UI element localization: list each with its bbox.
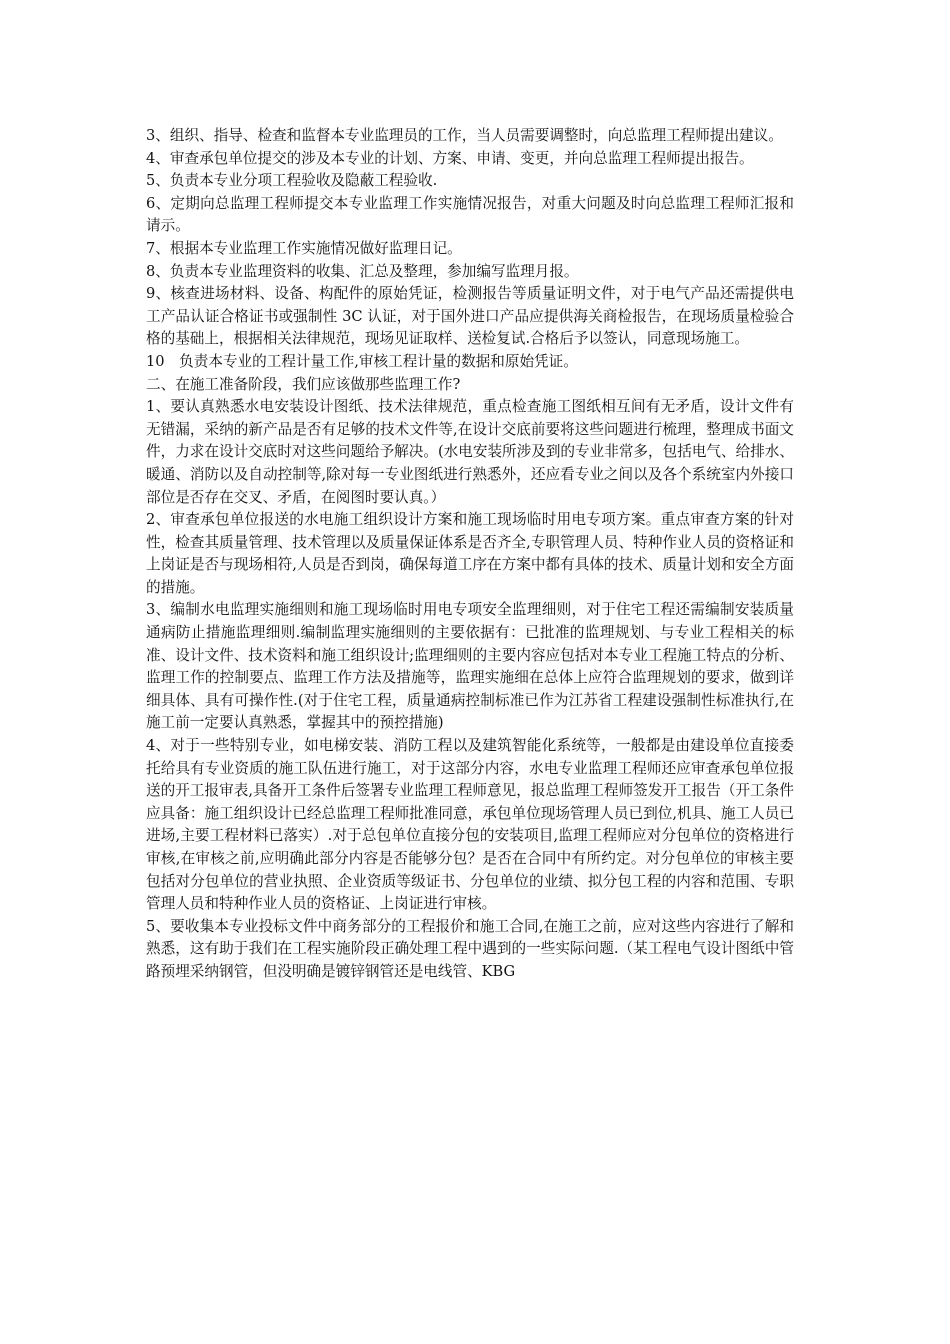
document-body [146, 125, 794, 984]
paragraph-duty-7: 7、根据本专业监理工作实施情况做好监理日记。 [146, 239, 462, 257]
paragraph-prep-5: 5、要收集本专业投标文件中商务部分的工程报价和施工合同,在施工之前，应对这些内容进行了解和熟悉，这有助于我们在工程实施阶段正确处理工程中遇到的一些实际问题.（某工程电气设计图纸中管路预埋采纳钢管，但没明确是镀锌钢管还是电线管、KBG [146, 917, 794, 980]
paragraph-duty-5: 5、负责本专业分项工程验收及隐蔽工程验收. [146, 172, 438, 190]
paragraph-prep-4: 4、对于一些特别专业，如电梯安装、消防工程以及建筑智能化系统等，一般都是由建设单位直接委托给具有专业资质的施工队伍进行施工，对于这部分内容，水电专业监理工程师还应审查承包单位报送的开工报审表,具备开工条件后签署专业监理工程师意见，报总监理工程师签发开工报告（开工条件应具备：施工组织设计已经总监理工程师批准同意，承包单位现场管理人员已到位,机具、施工人员已进场,主要工程材料已落实）.对于总包单位直接分包的安装项目,监理工程师应对分包单位的资格进行审核,在审核之前,应明确此部分内容是否能够分包？是否在合同中有所约定。对分包单位的审核主要包括对分包单位的营业执照、企业资质等级证书、分包单位的业绩、拟分包工程的内容和范围、专职管理人员和特种作业人员的资格证、上岗证进行审核。 [146, 737, 794, 913]
paragraph-prep-3: 3、编制水电监理实施细则和施工现场临时用电专项安全监理细则，对于住宅工程还需编制安装质量通病防止措施监理细则.编制监理实施细则的主要依据有：已批准的监理规划、与专业工程相关的标准、设计文件、技术资料和施工组织设计;监理细则的主要内容应包括对本专业工程施工特点的分析、监理工作的控制要点、监理工作方法及措施等，监理实施细在总体上应符合监理规划的要求，做到详细具体、具有可操作性.(对于住宅工程，质量通病控制标准已作为江苏省工程建设强制性标准执行,在施工前一定要认真熟悉，掌握其中的预控措施) [146, 601, 794, 732]
paragraph-duty-6: 6、定期向总监理工程师提交本专业监理工作实施情况报告，对重大问题及时向总监理工程师汇报和请示。 [146, 194, 794, 235]
paragraph-duty-4: 4、审查承包单位提交的涉及本专业的计划、方案、申请、变更，并向总监理工程师提出报告。 [146, 149, 754, 167]
paragraph-prep-1: 1、要认真熟悉水电安装设计图纸、技术法律规范，重点检查施工图纸相互间有无矛盾，设计文件有无错漏，采纳的新产品是否有足够的技术文件等,在设计交底前要将这些问题进行梳理，整理成书面文件，力求在设计交底时对这些问题给予解决。(水电安装所涉及到的专业非常多，包括电气、给排水、暖通、消防以及自动控制等,除对每一专业图纸进行熟悉外，还应看专业之间以及各个系统室内外接口部位是否存在交叉、矛盾，在阅图时要认真。） [146, 398, 794, 506]
section-heading-preparation: 二、在施工准备阶段，我们应该做那些监理工作? [146, 375, 461, 393]
paragraph-duty-9: 9、核查进场材料、设备、构配件的原始凭证，检测报告等质量证明文件，对于电气产品还需提供电工产品认证合格证书或强制性 3C 认证，对于国外进口产品应提供海关商检报告，在现场质量检验合格的基础上，根据相关法律规范，现场见证取样、送检复试.合格后予以签认，同意现场施工。 [146, 285, 794, 348]
paragraph-duty-3: 3、组织、指导、检查和监督本专业监理员的工作，当人员需要调整时，向总监理工程师提出建议。 [146, 127, 783, 144]
paragraph-duty-8: 8、负责本专业监理资料的收集、汇总及整理，参加编写监理月报。 [146, 262, 579, 280]
paragraph-prep-2: 2、审查承包单位报送的水电施工组织设计方案和施工现场临时用电专项方案。重点审查方案的针对性，检查其质量管理、技术管理以及质量保证体系是否齐全,专职管理人员、特种作业人员的资格证和上岗证是否与现场相符,人员是否到岗，确保每道工序在方案中都有具体的技术、质量计划和安全方面的措施。 [146, 511, 794, 596]
paragraph-duty-10: 10 负责本专业的工程计量工作,审核工程计量的数据和原始凭证。 [146, 352, 578, 370]
